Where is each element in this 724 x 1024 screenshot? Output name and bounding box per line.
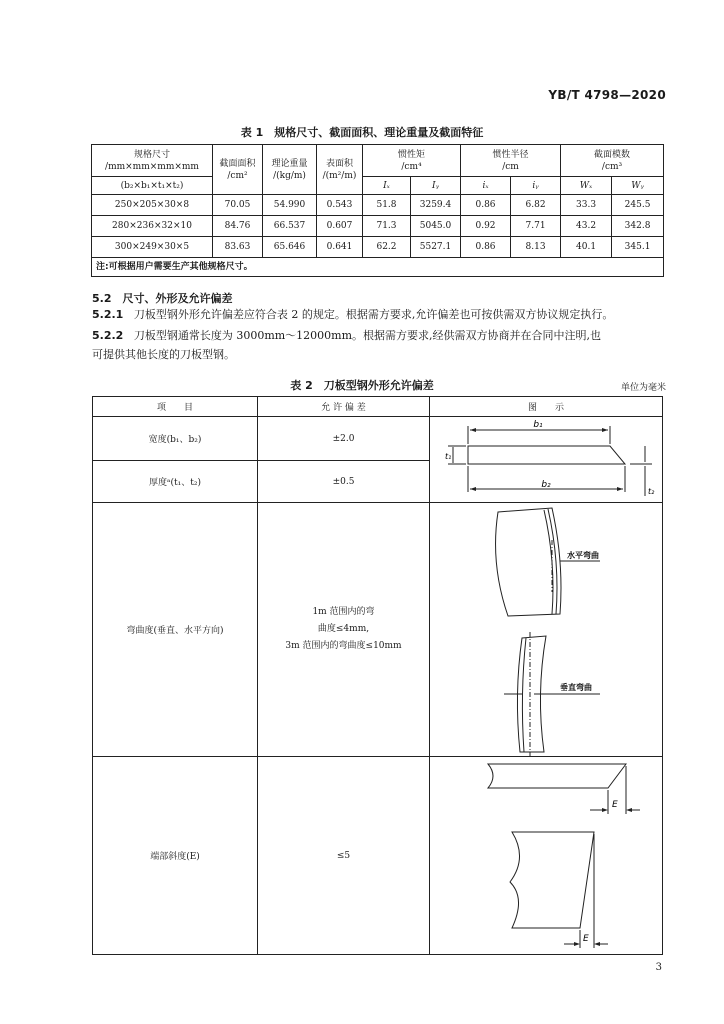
table-cell: 5045.0 <box>411 216 461 237</box>
table-cell: 62.2 <box>363 237 411 258</box>
t2-tol-width: ±2.0 <box>258 417 430 461</box>
bending-figure <box>440 504 662 758</box>
table-cell: 0.86 <box>461 195 511 216</box>
table-cell: 71.3 <box>363 216 411 237</box>
t1-sub-rx: iₓ <box>461 177 511 195</box>
label-b2: b₂ <box>541 480 551 490</box>
table-cell: 245.5 <box>612 195 664 216</box>
label-b1: b₁ <box>533 420 543 430</box>
t1-header-modulus: 截面模数 /cm³ <box>561 145 664 177</box>
table-cell: 3259.4 <box>411 195 461 216</box>
paragraph-5-2-1: 5.2.1 刀板型钢外形允许偏差应符合表 2 的规定。根据需方要求,允许偏差也可按供需双方协议规定执行。 <box>92 308 614 321</box>
label-t2: t₂ <box>648 487 655 496</box>
table-row <box>92 195 664 216</box>
table-cell: 5527.1 <box>411 237 461 258</box>
table-cell: 300×249×30×5 <box>92 237 213 258</box>
t1-header-area: 截面面积 /cm² <box>213 145 263 195</box>
table-cell: 70.05 <box>213 195 263 216</box>
t1-header-spec: 规格尺寸 /mm×mm×mm×mm <box>92 145 213 177</box>
t2-item-width: 宽度(b₁、b₂) <box>93 417 258 461</box>
t2-header-tol: 允 许 偏 差 <box>258 397 430 417</box>
t1-sub-ry: iᵧ <box>511 177 561 195</box>
label-vertical-bend: 垂直弯曲 <box>560 683 592 692</box>
table-cell: 250×205×30×8 <box>92 195 213 216</box>
table-cell: 7.71 <box>511 216 561 237</box>
table2-unit: 单位为毫米 <box>620 383 666 393</box>
t2-header-fig: 图 示 <box>430 397 663 417</box>
t1-header-inertia: 惯性矩 /cm⁴ <box>363 145 461 177</box>
label-t1: t₁ <box>445 452 452 461</box>
t2-header-item: 项 目 <box>93 397 258 417</box>
label-horizontal-bend: 水平弯曲 <box>567 551 599 560</box>
t1-header-spec-sub: (b₂×b₁×t₁×t₂) <box>92 177 213 195</box>
section-heading: 5.2 尺寸、外形及允许偏差 <box>92 292 233 305</box>
table-cell: 0.543 <box>317 195 363 216</box>
table-cell: 84.76 <box>213 216 263 237</box>
t2-tol-thickness: ±0.5 <box>258 461 430 503</box>
table-cell: 6.82 <box>511 195 561 216</box>
t2-tol-end-slope: ≤5 <box>258 757 430 955</box>
t2-tol-bending: 1m 范围内的弯 曲度≤4mm, 3m 范围内的弯曲度≤10mm <box>258 503 430 757</box>
t2-item-bending: 弯曲度(垂直、水平方向) <box>93 503 258 757</box>
paragraph-5-2-2-cont: 可提供其他长度的刀板型钢。 <box>92 348 235 361</box>
table2-caption: 表 2 刀板型钢外形允许偏差 <box>290 379 434 392</box>
table-cell: 0.92 <box>461 216 511 237</box>
table-cell: 280×236×32×10 <box>92 216 213 237</box>
table-cell: 54.990 <box>263 195 317 216</box>
t1-header-weight: 理论重量 /(kg/m) <box>263 145 317 195</box>
table-row <box>92 216 664 237</box>
label-e-top: E <box>612 800 618 810</box>
table-cell: 40.1 <box>561 237 612 258</box>
table-cell: 83.63 <box>213 237 263 258</box>
paragraph-5-2-2: 5.2.2 刀板型钢通常长度为 3000mm～12000mm。根据需方要求,经供需双方协商并在合同中注明,也 <box>92 329 602 342</box>
table-cell: 0.86 <box>461 237 511 258</box>
t2-item-thickness: 厚度ᵃ(t₁、t₂) <box>93 461 258 503</box>
table-cell: 43.2 <box>561 216 612 237</box>
table1-caption: 表 1 规格尺寸、截面面积、理论重量及截面特征 <box>240 126 484 139</box>
cross-section-figure <box>440 418 662 504</box>
table1-note: 注:可根据用户需要生产其他规格尺寸。 <box>92 258 664 277</box>
table-cell: 8.13 <box>511 237 561 258</box>
table-cell: 0.607 <box>317 216 363 237</box>
table-cell: 345.1 <box>612 237 664 258</box>
table-cell: 342.8 <box>612 216 664 237</box>
table-cell: 0.641 <box>317 237 363 258</box>
table-cell: 33.3 <box>561 195 612 216</box>
t1-sub-wy: Wᵧ <box>612 177 664 195</box>
t1-sub-iy: Iᵧ <box>411 177 461 195</box>
t2-item-end-slope: 端部斜度(E) <box>93 757 258 955</box>
t1-sub-ix: Iₓ <box>363 177 411 195</box>
end-slope-figure <box>440 758 662 956</box>
table1 <box>91 144 664 277</box>
page-number: 3 <box>655 962 662 973</box>
table-cell: 65.646 <box>263 237 317 258</box>
t1-header-radius: 惯性半径 /cm <box>461 145 561 177</box>
table-row <box>92 237 664 258</box>
table-cell: 66.537 <box>263 216 317 237</box>
table-cell: 51.8 <box>363 195 411 216</box>
t1-header-surface: 表面积 /(m²/m) <box>317 145 363 195</box>
label-e-bottom: E <box>583 934 589 944</box>
standard-code: YB/T 4798—2020 <box>548 88 666 102</box>
t1-sub-wx: Wₓ <box>561 177 612 195</box>
